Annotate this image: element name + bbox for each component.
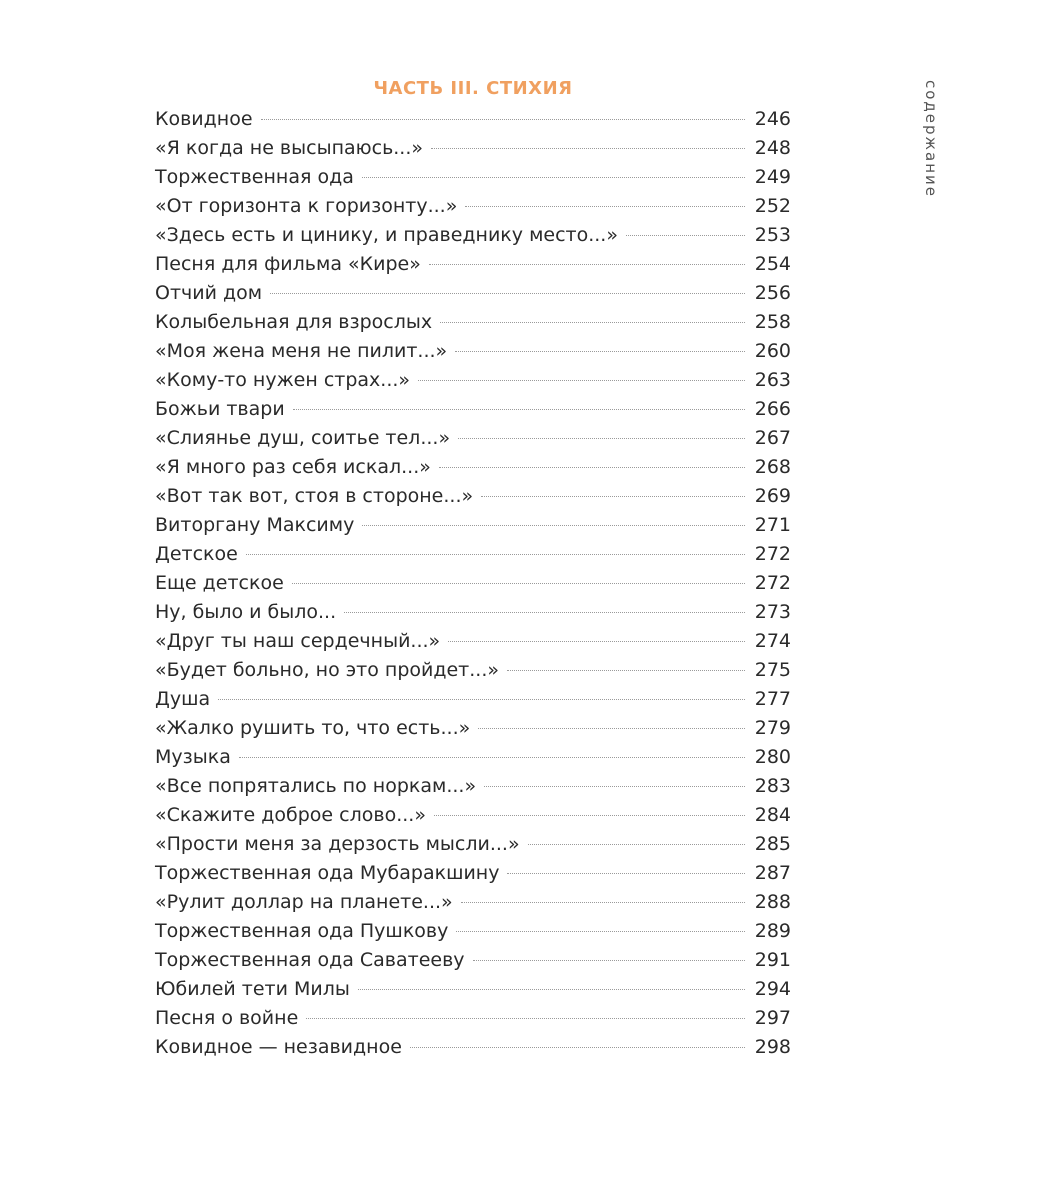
toc-entry-page: 256: [754, 282, 791, 304]
toc-entry-title: Душа: [155, 688, 211, 710]
toc-entry: [155, 656, 791, 685]
toc-entry-title: «Все попрятались по норкам...»: [155, 775, 477, 797]
toc-entry: [155, 366, 791, 395]
toc-entry-page: 266: [754, 398, 791, 420]
toc-entry-title: Песня для фильма «Кире»: [155, 253, 421, 275]
toc-dot-leader: [507, 670, 745, 671]
toc-entry-page: 277: [754, 688, 791, 710]
toc-entry-page: 272: [754, 572, 791, 594]
toc-entry-title: Торжественная ода Пушкову: [155, 920, 449, 942]
toc-dot-leader: [456, 931, 745, 932]
toc-entry: [155, 540, 791, 569]
toc-entry-page: 269: [754, 485, 791, 507]
toc-entry-title: «От горизонта к горизонту...»: [155, 195, 458, 217]
toc-dot-leader: [458, 438, 745, 439]
toc-entry: [155, 221, 791, 250]
toc-entry-title: «Я много раз себя искал...»: [155, 456, 431, 478]
toc-entry-page: 252: [754, 195, 791, 217]
toc-entry-title: Ну, было и было...: [155, 601, 337, 623]
toc-dot-leader: [418, 380, 745, 381]
toc-dot-leader: [306, 1018, 745, 1019]
toc-dot-leader: [239, 757, 745, 758]
toc-entry-title: Торжественная ода Саватееву: [155, 949, 465, 971]
toc-dot-leader: [465, 206, 745, 207]
toc-dot-leader: [481, 496, 745, 497]
toc-entry-page: 263: [754, 369, 791, 391]
toc-entry-page: 280: [754, 746, 791, 768]
toc-dot-leader: [434, 815, 745, 816]
toc-entry-page: 260: [754, 340, 791, 362]
toc-entry: [155, 801, 791, 830]
toc-entry: [155, 482, 791, 511]
toc-entry-page: 297: [754, 1007, 791, 1029]
toc-dot-leader: [440, 322, 745, 323]
toc-entry: [155, 975, 791, 1004]
toc-dot-leader: [362, 525, 745, 526]
toc-entry-title: «Кому-то нужен страх...»: [155, 369, 411, 391]
toc-entry-title: «Рулит доллар на планете...»: [155, 891, 453, 913]
toc-entry-page: 279: [754, 717, 791, 739]
toc-entry: [155, 888, 791, 917]
toc-dot-leader: [270, 293, 745, 294]
toc-entry: [155, 105, 791, 134]
toc-entry-title: Еще детское: [155, 572, 284, 594]
toc-dot-leader: [448, 641, 745, 642]
toc-entry-page: 271: [754, 514, 791, 536]
toc-entry-title: Юбилей тети Милы: [155, 978, 350, 1000]
toc-entry-title: Отчий дом: [155, 282, 263, 304]
toc-entry-page: 291: [754, 949, 791, 971]
running-header-contents: содержание: [922, 80, 940, 199]
toc-dot-leader: [473, 960, 745, 961]
toc-entry: [155, 395, 791, 424]
toc-entry-title: Музыка: [155, 746, 231, 768]
toc-entry: [155, 337, 791, 366]
toc-dot-leader: [507, 873, 745, 874]
toc-entry-page: 248: [754, 137, 791, 159]
toc-entry: [155, 134, 791, 163]
toc-entry-page: 272: [754, 543, 791, 565]
toc-entry: [155, 598, 791, 627]
toc-dot-leader: [344, 612, 745, 613]
toc-entry-page: 267: [754, 427, 791, 449]
toc-dot-leader: [246, 554, 745, 555]
toc-dot-leader: [218, 699, 745, 700]
toc-entry-title: Ковидное — незавидное: [155, 1036, 402, 1058]
toc-entry: [155, 250, 791, 279]
toc-entry-page: 288: [754, 891, 791, 913]
toc-entry: [155, 511, 791, 540]
toc-dot-leader: [431, 148, 745, 149]
toc-entry: [155, 308, 791, 337]
toc-entry-page: 273: [754, 601, 791, 623]
toc-entry-page: 285: [754, 833, 791, 855]
toc-entry-title: Песня о войне: [155, 1007, 299, 1029]
toc-entry: [155, 569, 791, 598]
toc-entry-page: 246: [754, 108, 791, 130]
toc-entry: [155, 627, 791, 656]
toc-entry-title: «Будет больно, но это пройдет...»: [155, 659, 499, 681]
toc-entry-title: «Прости меня за дерзость мысли...»: [155, 833, 520, 855]
toc-entry: [155, 453, 791, 482]
toc-entry-title: Божьи твари: [155, 398, 285, 420]
toc-entry: [155, 946, 791, 975]
toc-dot-leader: [429, 264, 745, 265]
toc-entry: [155, 714, 791, 743]
toc-dot-leader: [478, 728, 745, 729]
toc-entry: [155, 859, 791, 888]
toc-dot-leader: [439, 467, 745, 468]
toc-entry-page: 298: [754, 1036, 791, 1058]
toc-entry-page: 294: [754, 978, 791, 1000]
toc-entry: [155, 424, 791, 453]
toc-entry-page: 253: [754, 224, 791, 246]
toc-entry-title: Детское: [155, 543, 238, 565]
toc-entry-page: 254: [754, 253, 791, 275]
toc-dot-leader: [293, 409, 745, 410]
toc-dot-leader: [410, 1047, 745, 1048]
toc-dot-leader: [461, 902, 745, 903]
toc-entry-page: 284: [754, 804, 791, 826]
toc-entry: [155, 163, 791, 192]
toc-entry-title: «Слиянье душ, соитье тел...»: [155, 427, 451, 449]
toc-entry-title: Торжественная ода Мубаракшину: [155, 862, 500, 884]
toc-entry-title: Виторгану Максиму: [155, 514, 355, 536]
toc-entry: [155, 685, 791, 714]
toc-entry-title: «Скажите доброе слово...»: [155, 804, 426, 826]
toc-entry-title: «Вот так вот, стоя в стороне...»: [155, 485, 474, 507]
toc-dot-leader: [528, 844, 745, 845]
toc-entry-title: «Здесь есть и цинику, и праведнику место...»: [155, 224, 618, 246]
toc-entry-title: Колыбельная для взрослых: [155, 311, 433, 333]
toc-entry: [155, 772, 791, 801]
toc-entry-title: Ковидное: [155, 108, 253, 130]
toc-entry-page: 249: [754, 166, 791, 188]
toc-entry: [155, 279, 791, 308]
toc-entry-page: 287: [754, 862, 791, 884]
toc-dot-leader: [292, 583, 745, 584]
toc-entry: [155, 1004, 791, 1033]
toc-entry: [155, 743, 791, 772]
toc-entry-page: 289: [754, 920, 791, 942]
toc-dot-leader: [455, 351, 745, 352]
toc-entry-page: 283: [754, 775, 791, 797]
toc-dot-leader: [261, 119, 745, 120]
section-title: ЧАСТЬ III. СТИХИЯ: [373, 78, 573, 99]
toc-entry: [155, 1033, 791, 1062]
toc-entry-title: «Друг ты наш сердечный...»: [155, 630, 441, 652]
table-of-contents: [155, 105, 791, 1062]
toc-dot-leader: [626, 235, 745, 236]
toc-dot-leader: [484, 786, 745, 787]
toc-entry-page: 274: [754, 630, 791, 652]
toc-entry-title: «Жалко рушить то, что есть...»: [155, 717, 471, 739]
toc-entry-title: «Моя жена меня не пилит...»: [155, 340, 448, 362]
toc-dot-leader: [358, 989, 745, 990]
toc-dot-leader: [362, 177, 745, 178]
toc-entry: [155, 830, 791, 859]
toc-entry-page: 258: [754, 311, 791, 333]
toc-entry-page: 275: [754, 659, 791, 681]
toc-entry-title: «Я когда не высыпаюсь...»: [155, 137, 424, 159]
toc-entry-page: 268: [754, 456, 791, 478]
toc-entry: [155, 192, 791, 221]
toc-entry-title: Торжественная ода: [155, 166, 354, 188]
toc-entry: [155, 917, 791, 946]
